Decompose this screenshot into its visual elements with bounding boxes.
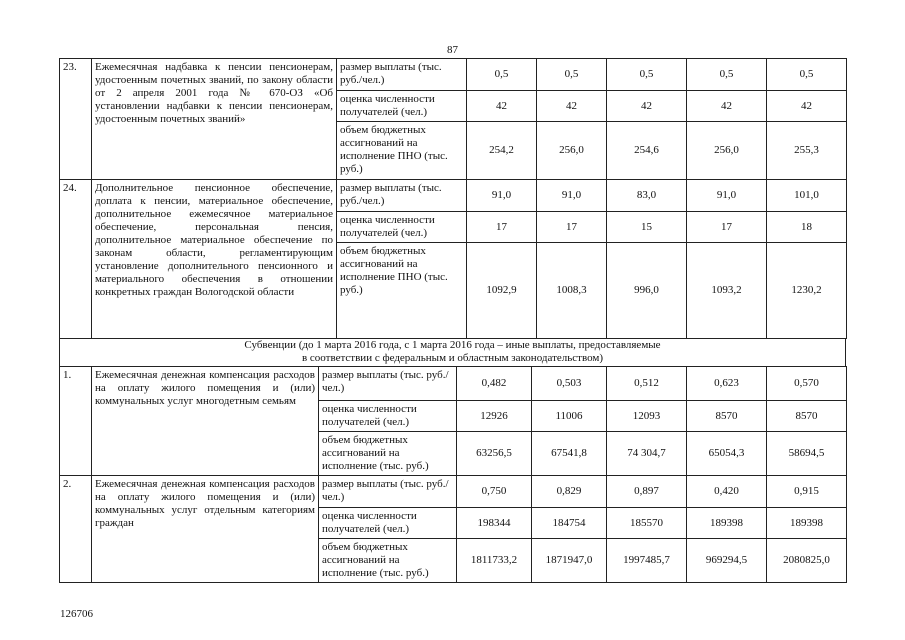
value-cell: 18 bbox=[767, 212, 847, 243]
value-cell: 2080825,0 bbox=[767, 539, 847, 583]
value-cell: 184754 bbox=[532, 508, 607, 539]
value-cell: 0,5 bbox=[537, 59, 607, 91]
value-cell: 0,915 bbox=[767, 476, 847, 508]
indicator-label: размер выплаты (тыс. руб./чел.) bbox=[337, 59, 467, 91]
value-cell: 42 bbox=[767, 91, 847, 122]
value-cell: 12926 bbox=[457, 401, 532, 432]
indicator-label: размер выплаты (тыс. руб./чел.) bbox=[319, 367, 457, 401]
value-cell: 0,5 bbox=[767, 59, 847, 91]
value-cell: 0,512 bbox=[607, 367, 687, 401]
value-cell: 1093,2 bbox=[687, 243, 767, 339]
value-cell: 91,0 bbox=[537, 180, 607, 212]
footer-code: 126706 bbox=[60, 608, 93, 620]
table-row bbox=[60, 367, 847, 401]
table-pension-supplements bbox=[59, 58, 847, 339]
table-subventions bbox=[59, 366, 847, 583]
value-cell: 42 bbox=[607, 91, 687, 122]
indicator-label: оценка численности получателей (чел.) bbox=[337, 212, 467, 243]
value-cell: 0,750 bbox=[457, 476, 532, 508]
value-cell: 969294,5 bbox=[687, 539, 767, 583]
value-cell: 255,3 bbox=[767, 122, 847, 180]
table-row bbox=[60, 59, 847, 91]
value-cell: 0,829 bbox=[532, 476, 607, 508]
row-number: 2. bbox=[60, 476, 92, 583]
value-cell: 0,5 bbox=[607, 59, 687, 91]
measure-name: Ежемесячная денежная компенсация расходов на оплату жилого помещения и (или) коммунальных услуг многодетным семьям bbox=[92, 367, 319, 476]
value-cell: 74 304,7 bbox=[607, 432, 687, 476]
value-cell: 0,482 bbox=[457, 367, 532, 401]
indicator-label: размер выплаты (тыс. руб./чел.) bbox=[337, 180, 467, 212]
row-number: 1. bbox=[60, 367, 92, 476]
value-cell: 256,0 bbox=[687, 122, 767, 180]
measure-name: Ежемесячная надбавка к пенсии пенсионерам, удостоенным почетных званий, по закону области от 2 апреля 2001 года № 670-ОЗ «Об установлении надбавки к пенсии пенсионерам, удостоенным почетных званий» bbox=[92, 59, 337, 180]
value-cell: 42 bbox=[537, 91, 607, 122]
indicator-label: оценка численности получателей (чел.) bbox=[337, 91, 467, 122]
indicator-label: объем бюджетных ассигнований на исполнение ПНО (тыс. руб.) bbox=[337, 243, 467, 339]
value-cell: 101,0 bbox=[767, 180, 847, 212]
value-cell: 8570 bbox=[687, 401, 767, 432]
table-row bbox=[60, 180, 847, 212]
value-cell: 0,623 bbox=[687, 367, 767, 401]
value-cell: 42 bbox=[467, 91, 537, 122]
value-cell: 0,420 bbox=[687, 476, 767, 508]
measure-name: Дополнительное пенсионное обеспечение, доплата к пенсии, материальное обеспечение, дополнительное ежемесячное материальное обеспечение, персональная пенсия, дополнительное материальное обеспечение по законам области, регламентирующим установление дополнительного пенсионного и материального обеспечения в отношении конкретных граждан Вологодской области bbox=[92, 180, 337, 339]
page-number: 87 bbox=[447, 44, 458, 56]
value-cell: 42 bbox=[687, 91, 767, 122]
value-cell: 996,0 bbox=[607, 243, 687, 339]
measure-name: Ежемесячная денежная компенсация расходов на оплату жилого помещения и (или) коммунальных услуг отдельным категориям граждан bbox=[92, 476, 319, 583]
value-cell: 58694,5 bbox=[767, 432, 847, 476]
value-cell: 17 bbox=[537, 212, 607, 243]
value-cell: 0,5 bbox=[467, 59, 537, 91]
value-cell: 0,570 bbox=[767, 367, 847, 401]
value-cell: 15 bbox=[607, 212, 687, 243]
indicator-label: объем бюджетных ассигнований на исполнение ПНО (тыс. руб.) bbox=[337, 122, 467, 180]
indicator-label: объем бюджетных ассигнований на исполнение (тыс. руб.) bbox=[319, 432, 457, 476]
value-cell: 0,503 bbox=[532, 367, 607, 401]
value-cell: 12093 bbox=[607, 401, 687, 432]
row-number: 24. bbox=[60, 180, 92, 339]
value-cell: 1997485,7 bbox=[607, 539, 687, 583]
value-cell: 17 bbox=[467, 212, 537, 243]
row-number: 23. bbox=[60, 59, 92, 180]
value-cell: 254,2 bbox=[467, 122, 537, 180]
value-cell: 91,0 bbox=[467, 180, 537, 212]
value-cell: 63256,5 bbox=[457, 432, 532, 476]
value-cell: 254,6 bbox=[607, 122, 687, 180]
indicator-label: объем бюджетных ассигнований на исполнение (тыс. руб.) bbox=[319, 539, 457, 583]
value-cell: 189398 bbox=[767, 508, 847, 539]
indicator-label: размер выплаты (тыс. руб./чел.) bbox=[319, 476, 457, 508]
indicator-label: оценка численности получателей (чел.) bbox=[319, 508, 457, 539]
section-heading-line-2: в соответствии с федеральным и областным законодательством) bbox=[301, 352, 603, 364]
value-cell: 65054,3 bbox=[687, 432, 767, 476]
value-cell: 198344 bbox=[457, 508, 532, 539]
indicator-label: оценка численности получателей (чел.) bbox=[319, 401, 457, 432]
value-cell: 1871947,0 bbox=[532, 539, 607, 583]
section-heading bbox=[59, 338, 846, 366]
value-cell: 1008,3 bbox=[537, 243, 607, 339]
value-cell: 1092,9 bbox=[467, 243, 537, 339]
value-cell: 17 bbox=[687, 212, 767, 243]
value-cell: 1230,2 bbox=[767, 243, 847, 339]
value-cell: 8570 bbox=[767, 401, 847, 432]
value-cell: 11006 bbox=[532, 401, 607, 432]
value-cell: 0,5 bbox=[687, 59, 767, 91]
value-cell: 1811733,2 bbox=[457, 539, 532, 583]
value-cell: 185570 bbox=[607, 508, 687, 539]
value-cell: 67541,8 bbox=[532, 432, 607, 476]
value-cell: 0,897 bbox=[607, 476, 687, 508]
value-cell: 91,0 bbox=[687, 180, 767, 212]
table-row bbox=[60, 476, 847, 508]
value-cell: 83,0 bbox=[607, 180, 687, 212]
value-cell: 256,0 bbox=[537, 122, 607, 180]
section-heading-line-1: Субвенции (до 1 марта 2016 года, с 1 марта 2016 года – иные выплаты, предоставляемые bbox=[244, 339, 661, 351]
value-cell: 189398 bbox=[687, 508, 767, 539]
